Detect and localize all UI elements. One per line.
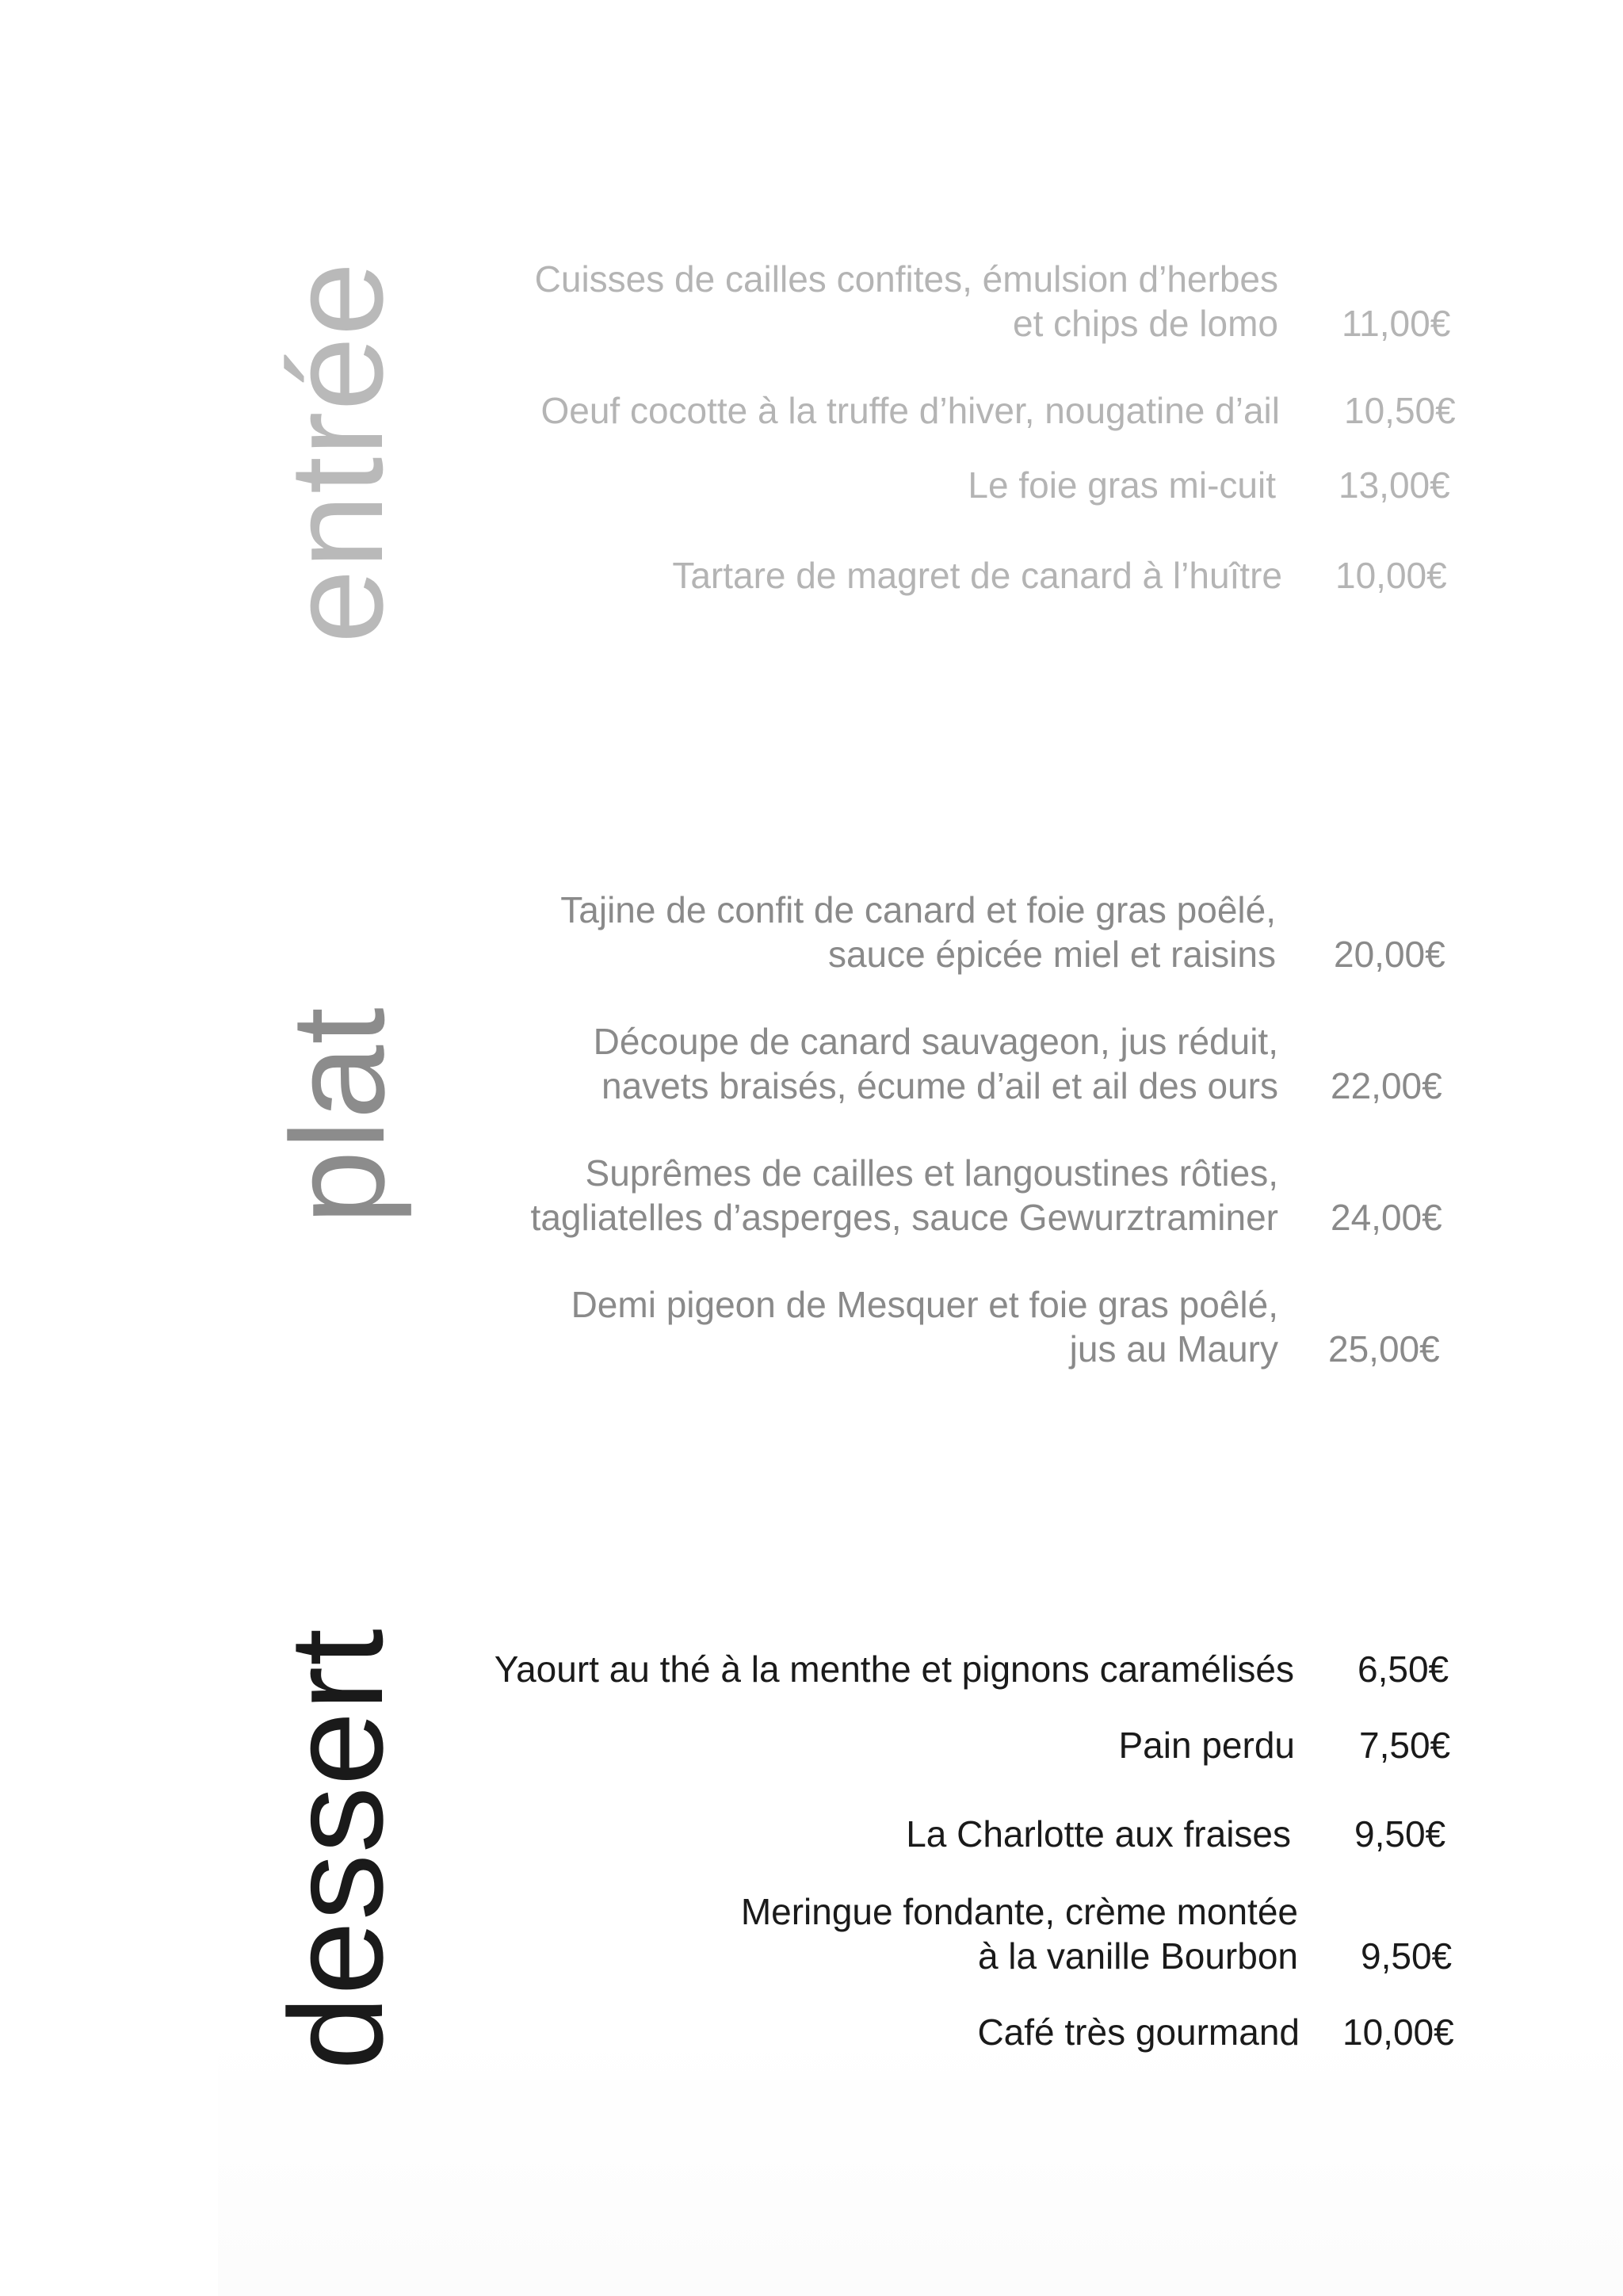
menu-item-price: 22,00€ (1331, 1065, 1442, 1106)
menu-item-price: 9,50€ (1354, 1813, 1446, 1855)
menu-item-name: Tajine de confit de canard et foie gras poêlé, sauce épicée miel et raisins (560, 889, 1276, 975)
menu-item-name: Suprêmes de cailles et langoustines rôties, tagliatelles d’asperges, sauce Gewurztraminer (530, 1152, 1278, 1238)
menu-item-name: Meringue fondante, crème montée à la vanille Bourbon (740, 1891, 1298, 1977)
menu-item-name: Le foie gras mi-cuit (968, 464, 1276, 506)
menu-item-name: La Charlotte aux fraises (906, 1813, 1291, 1855)
page-background-shade (218, 2029, 1623, 2296)
menu-item-price: 20,00€ (1334, 934, 1445, 975)
menu-item-price: 11,00€ (1342, 303, 1451, 344)
section-title-plat: plat (263, 1007, 412, 1224)
menu-item-price: 10,50€ (1344, 390, 1456, 431)
section-title-entree: entrée (262, 261, 411, 644)
menu-item-price: 24,00€ (1331, 1197, 1442, 1238)
menu-item-price: 7,50€ (1359, 1725, 1451, 1766)
menu-item-name: Pain perdu (1118, 1725, 1295, 1766)
menu-item-name: Yaourt au thé à la menthe et pignons caramélisés (494, 1648, 1294, 1690)
menu-item-price: 25,00€ (1328, 1328, 1440, 1370)
menu-item-name: Tartare de magret de canard à l’huître (672, 555, 1282, 596)
menu-item-price: 13,00€ (1338, 464, 1450, 506)
section-title-dessert: dessert (262, 1628, 411, 2070)
menu-item-name: Demi pigeon de Mesquer et foie gras poêlé, jus au Maury (571, 1284, 1278, 1370)
menu-item-price: 10,00€ (1342, 2011, 1454, 2053)
menu-item-price: 9,50€ (1361, 1935, 1453, 1977)
menu-item-name: Café très gourmand (977, 2011, 1300, 2053)
menu-item-name: Oeuf cocotte à la truffe d’hiver, nougatine d’ail (540, 390, 1280, 431)
menu-item-price: 6,50€ (1358, 1648, 1449, 1690)
menu-item-name: Découpe de canard sauvageon, jus réduit, navets braisés, écume d’ail et ail des ours (593, 1021, 1278, 1106)
menu-item-name: Cuisses de cailles confites, émulsion d’herbes et chips de lomo (534, 258, 1278, 344)
menu-item-price: 10,00€ (1335, 555, 1447, 596)
